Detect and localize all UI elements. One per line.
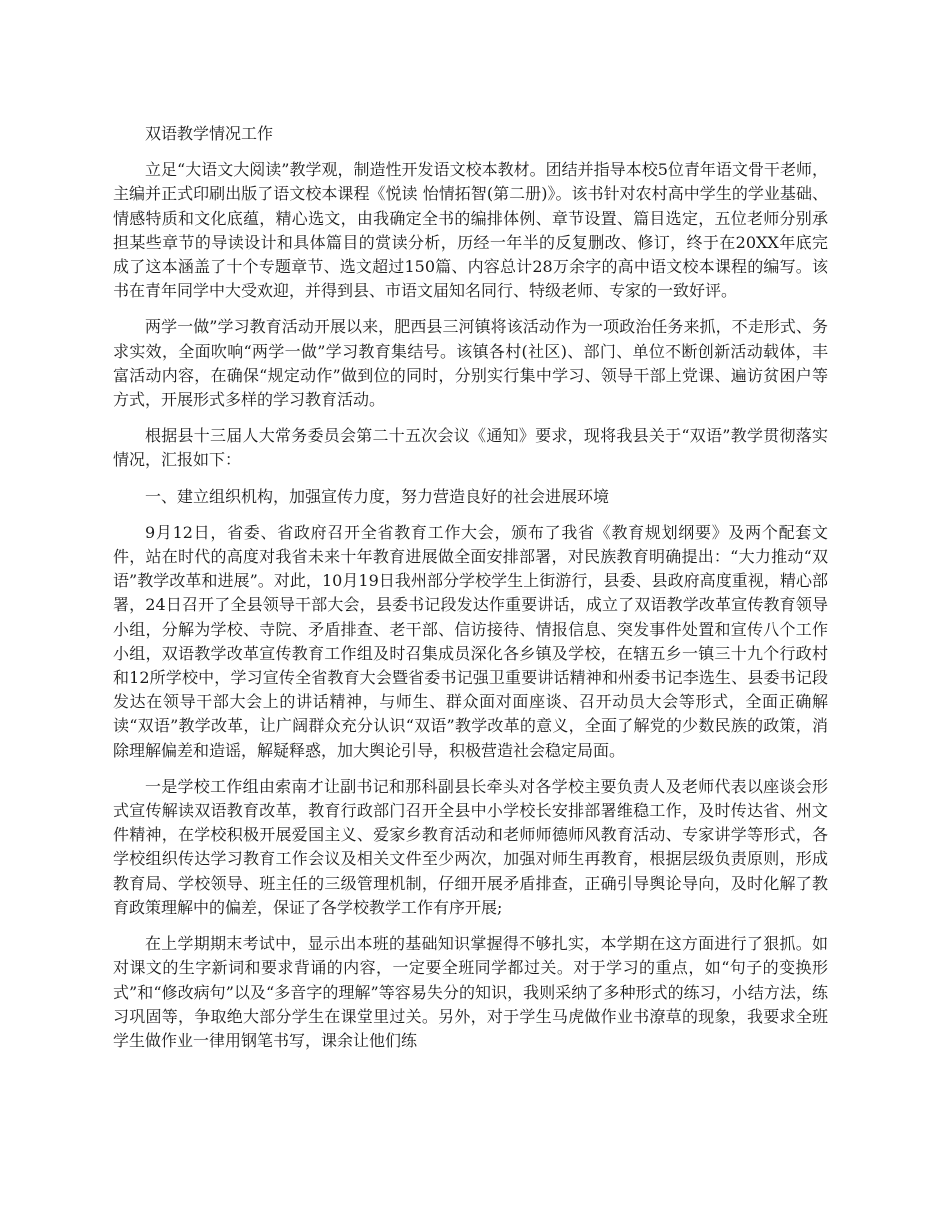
paragraph-1: 立足“大语文大阅读”教学观，制造性开发语文校本教材。团结并指导本校5位青年语文骨干老师，主编并正式印刷出版了语文校本课程《悦读 怡情拓智(第二册)》。该书针对农村高中学生的学业基础、情感特质和文化底蕴，精心选文，由我确定全书的编排体例、章节设置、篇目选定，五位老师分别承担某些章节的导读设计和具体篇目的赏读分析，历经一年半的反复删改、修订，终于在20XX年底完成了这本涵盖了十个专题章节、选文超过150篇、内容总计28万余字的高中语文校本课程的编写。该书在青年同学中大受欢迎，并得到县、市语文届知名同行、特级老师、专家的一致好评。 (113, 160, 828, 301)
paragraph-6: 在上学期期末考试中，显示出本班的基础知识掌握得不够扎实，本学期在这方面进行了狠抓。如对课文的生字新词和要求背诵的内容，一定要全班同学都过关。对于学习的重点，如“句子的变换形式”和“修改病句”以及“多音字的理解”等容易失分的知识，我则采纳了多种形式的练习，小结方法，练习巩固等，争取绝大部分学生在课堂里过关。另外，对于学生马虎做作业书潦草的现象，我要求全班学生做作业一律用钢笔书写，课余让他们练 (113, 934, 828, 1050)
document-title: 双语教学情况工作 (145, 124, 274, 143)
section-heading-1: 一、建立组织机构，加强宣传力度，努力营造良好的社会进展环境 (145, 486, 610, 506)
document-page (113, 122, 828, 1065)
paragraph-4: 9月12日，省委、省政府召开全省教育工作大会，颁布了我省《教育规划纲要》及两个配套文件，站在时代的高度对我省未来十年教育进展做全面安排部署，对民族教育明确提出：“大力推动“双语”教学改革和进展”。对此，10月19日我州部分学校学生上街游行，县委、县政府高度重视，精心部署，24日召开了全县领导干部大会，县委书记段发达作重要讲话，成立了双语教学改革宣传教育领导小组，分解为学校、寺院、矛盾排查、老干部、信访接待、情报信息、突发事件处置和宣传八个工作小组，双语教学改革宣传教育工作组及时召集成员深化各乡镇及学校，在辖五乡一镇三十九个行政村和12所学校中，学习宣传全省教育大会暨省委书记强卫重要讲话精神和州委书记李选生、县委书记段发达在领导干部大会上的讲话精神，与师生、群众面对面座谈、召开动员大会等形式，全面正确解读“双语”教学改革，让广阔群众充分认识“双语”教学改革的意义，全面了解党的少数民族的政策，消除理解偏差和造谣，解疑释惑，加大舆论引导，积极营造社会稳定局面。 (113, 522, 828, 760)
paragraph-3: 根据县十三届人大常务委员会第二十五次会议《通知》要求，现将我县关于“双语”教学贯彻落实情况，汇报如下： (113, 426, 828, 470)
paragraph-5: 一是学校工作组由索南才让副书记和那科副县长牵头对各学校主要负责人及老师代表以座谈会形式宣传解读双语教育改革，教育行政部门召开全县中小学校长安排部署维稳工作，及时传达省、州文件精神，在学校积极开展爱国主义、爱家乡教育活动和老师师德师风教育活动、专家讲学等形式，各学校组织传达学习教育工作会议及相关文件至少两次，加强对师生再教育，根据层级负责原则，形成教育局、学校领导、班主任的三级管理机制，仔细开展矛盾排查，正确引导舆论导向，及时化解了教育政策理解中的偏差，保证了各学校教学工作有序开展; (113, 776, 828, 917)
paragraph-2: 两学一做”学习教育活动开展以来，肥西县三河镇将该活动作为一项政治任务来抓，不走形式、务求实效，全面吹响“两学一做”学习教育集结号。该镇各村(社区)、部门、单位不断创新活动载体，丰富活动内容，在确保“规定动作”做到位的同时，分别实行集中学习、领导干部上党课、遍访贫困户等方式，开展形式多样的学习教育活动。 (113, 317, 828, 410)
